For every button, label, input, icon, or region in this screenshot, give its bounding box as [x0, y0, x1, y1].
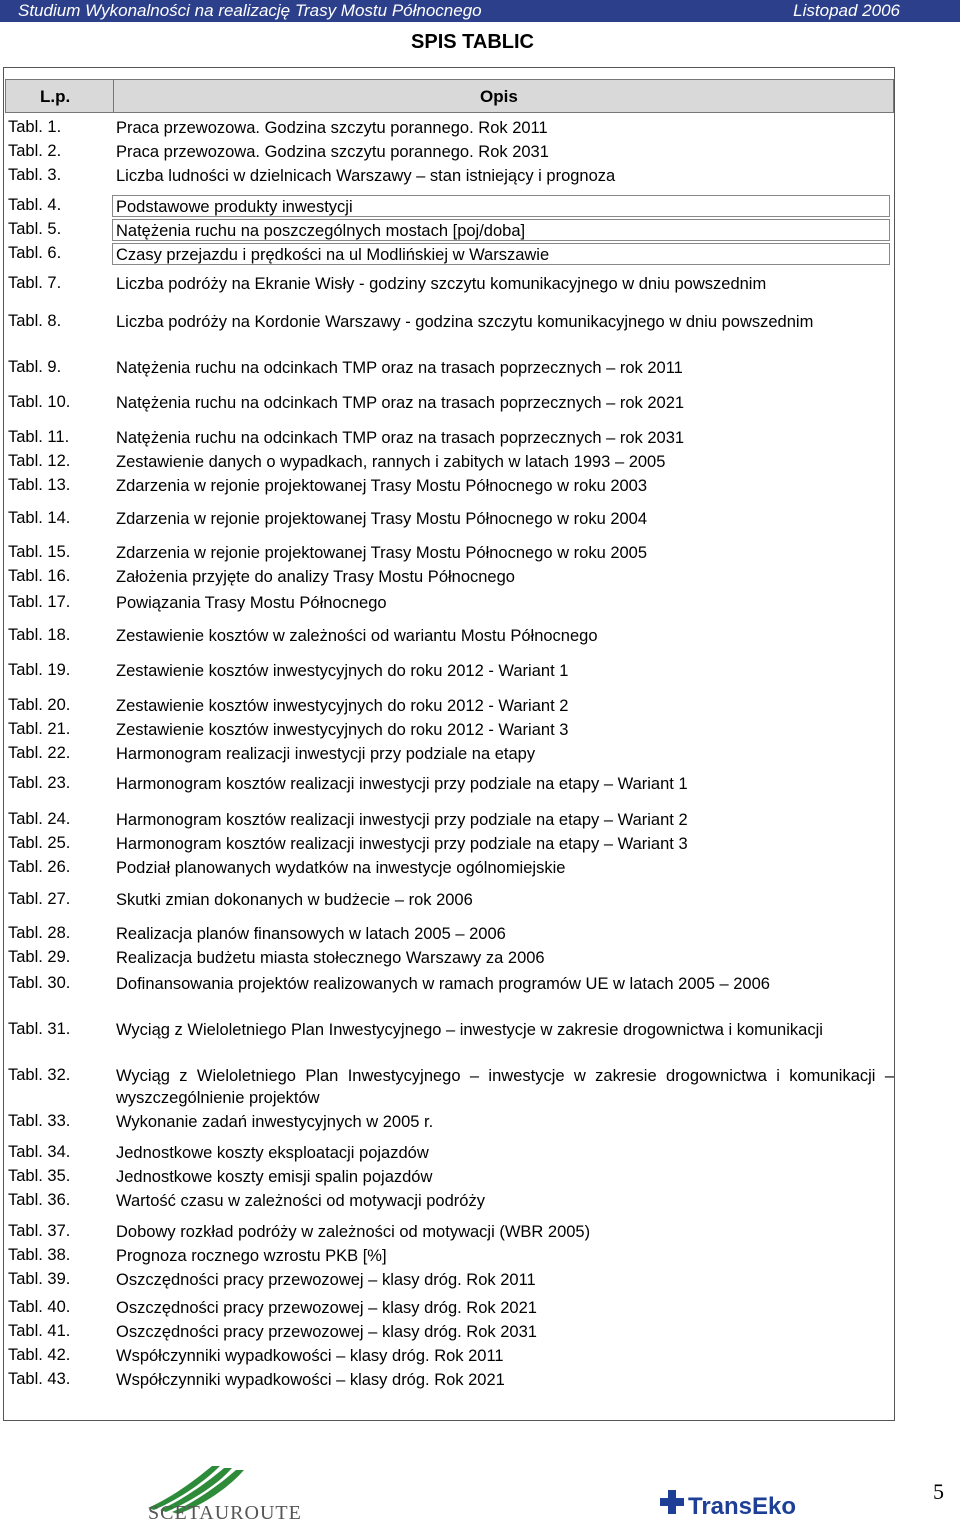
- table-description: Natężenia ruchu na odcinkach TMP oraz na trasach poprzecznych – rok 2011: [116, 359, 683, 377]
- table-description: Współczynniki wypadkowości – klasy dróg. Rok 2011: [116, 1347, 504, 1365]
- table-description: Zestawienie kosztów w zależności od wariantu Mostu Północnego: [116, 627, 598, 645]
- table-number: Tabl. 22.: [8, 744, 71, 762]
- transeko-logo: [658, 1486, 818, 1522]
- table-number: Tabl. 15.: [8, 543, 71, 561]
- table-number: Tabl. 41.: [8, 1322, 71, 1340]
- table-number: Tabl. 40.: [8, 1298, 71, 1316]
- table-number: Tabl. 9.: [8, 358, 62, 376]
- table-description: Czasy przejazdu i prędkości na ul Modlińskiej w Warszawie: [112, 243, 890, 265]
- logo-right-text: TransEko: [688, 1493, 797, 1520]
- table-number: Tabl. 31.: [8, 1020, 71, 1038]
- table-description: Założenia przyjęte do analizy Trasy Mostu Północnego: [116, 568, 515, 586]
- table-number: Tabl. 2.: [8, 142, 62, 160]
- page-header-bar: [0, 0, 960, 22]
- table-description: Zestawienie kosztów inwestycyjnych do roku 2012 - Wariant 1: [116, 662, 569, 680]
- table-number: Tabl. 37.: [8, 1222, 71, 1240]
- page-title: SPIS TABLIC: [411, 31, 534, 53]
- header-document-title: Studium Wykonalności na realizację Trasy Mostu Północnego: [18, 1, 482, 20]
- table-number: Tabl. 27.: [8, 890, 71, 908]
- table-number: Tabl. 42.: [8, 1346, 71, 1364]
- table-description: Praca przewozowa. Godzina szczytu porannego. Rok 2031: [116, 143, 549, 161]
- scetauroute-logo: [140, 1462, 350, 1522]
- table-number: Tabl. 3.: [8, 166, 62, 184]
- table-description: Skutki zmian dokonanych w budżecie – rok 2006: [116, 891, 473, 909]
- table-description: Wartość czasu w zależności od motywacji podróży: [116, 1192, 485, 1210]
- table-description: Oszczędności pracy przewozowej – klasy dróg. Rok 2011: [116, 1271, 536, 1289]
- table-description: Podział planowanych wydatków na inwestycje ogólnomiejskie: [116, 859, 566, 877]
- table-number: Tabl. 43.: [8, 1370, 71, 1388]
- logo-left-text: SCETAUROUTE: [148, 1502, 302, 1522]
- table-description: Wyciąg z Wieloletniego Plan Inwestycyjnego – inwestycje w zakresie drogownictwa i komunikacji: [116, 1021, 823, 1039]
- table-description: Prognoza rocznego wzrostu PKB [%]: [116, 1247, 387, 1265]
- table-number: Tabl. 28.: [8, 924, 71, 942]
- table-number: Tabl. 6.: [8, 244, 62, 262]
- table-number: Tabl. 29.: [8, 948, 71, 966]
- table-description: Zestawienie kosztów inwestycyjnych do roku 2012 - Wariant 3: [116, 721, 569, 739]
- table-description: Liczba podróży na Kordonie Warszawy - godzina szczytu komunikacyjnego w dniu powszednim: [116, 313, 814, 331]
- table-description: Wykonanie zadań inwestycyjnych w 2005 r.: [116, 1113, 434, 1131]
- table-number: Tabl. 18.: [8, 626, 71, 644]
- column-separator: [113, 80, 114, 112]
- table-number: Tabl. 10.: [8, 393, 71, 411]
- table-number: Tabl. 24.: [8, 810, 71, 828]
- table-number: Tabl. 8.: [8, 312, 62, 330]
- table-description: Natężenia ruchu na poszczególnych mostach [poj/doba]: [112, 219, 890, 241]
- table-description: Natężenia ruchu na odcinkach TMP oraz na trasach poprzecznych – rok 2031: [116, 429, 685, 447]
- table-number: Tabl. 14.: [8, 509, 71, 527]
- table-description: Harmonogram kosztów realizacji inwestycji przy podziale na etapy – Wariant 1: [116, 775, 688, 793]
- table-number: Tabl. 38.: [8, 1246, 71, 1264]
- table-description: Jednostkowe koszty emisji spalin pojazdów: [116, 1168, 433, 1186]
- page-number: 5: [933, 1479, 944, 1504]
- table-number: Tabl. 16.: [8, 567, 71, 585]
- table-description: Powiązania Trasy Mostu Północnego: [116, 594, 387, 612]
- table-number: Tabl. 32.: [8, 1066, 71, 1084]
- table-number: Tabl. 17.: [8, 593, 71, 611]
- table-description: Wyciąg z Wieloletniego Plan Inwestycyjnego – inwestycje w zakresie drogownictwa i komunikacji – wyszczególnienie projektów: [116, 1067, 894, 1107]
- table-description: Oszczędności pracy przewozowej – klasy dróg. Rok 2031: [116, 1323, 537, 1341]
- table-number: Tabl. 39.: [8, 1270, 71, 1288]
- table-number: Tabl. 5.: [8, 220, 62, 238]
- table-number: Tabl. 4.: [8, 196, 62, 214]
- table-description: Harmonogram realizacji inwestycji przy podziale na etapy: [116, 745, 536, 763]
- column-header-lp: L.p.: [40, 87, 71, 106]
- table-description: Zdarzenia w rejonie projektowanej Trasy Mostu Północnego w roku 2003: [116, 477, 648, 495]
- table-description: Zdarzenia w rejonie projektowanej Trasy Mostu Północnego w roku 2005: [116, 544, 648, 562]
- table-description: Oszczędności pracy przewozowej – klasy dróg. Rok 2021: [116, 1299, 537, 1317]
- table-number: Tabl. 30.: [8, 974, 71, 992]
- table-description: Liczba podróży na Ekranie Wisły - godziny szczytu komunikacyjnego w dniu powszednim: [116, 275, 767, 293]
- column-header-opis: Opis: [480, 87, 518, 106]
- table-description: Liczba ludności w dzielnicach Warszawy – stan istniejący i prognoza: [116, 167, 616, 185]
- table-number: Tabl. 7.: [8, 274, 62, 292]
- table-description: Zestawienie danych o wypadkach, rannych i zabitych w latach 1993 – 2005: [116, 453, 666, 471]
- table-description: Harmonogram kosztów realizacji inwestycji przy podziale na etapy – Wariant 3: [116, 835, 688, 853]
- table-number: Tabl. 21.: [8, 720, 71, 738]
- table-description: Harmonogram kosztów realizacji inwestycji przy podziale na etapy – Wariant 2: [116, 811, 688, 829]
- table-description: Dofinansowania projektów realizowanych w ramach programów UE w latach 2005 – 2006: [116, 975, 770, 993]
- table-number: Tabl. 11.: [8, 428, 70, 446]
- table-number: Tabl. 19.: [8, 661, 71, 679]
- table-description: Realizacja budżetu miasta stołecznego Warszawy za 2006: [116, 949, 545, 967]
- table-number: Tabl. 13.: [8, 476, 71, 494]
- table-description: Natężenia ruchu na odcinkach TMP oraz na trasach poprzecznych – rok 2021: [116, 394, 685, 412]
- table-number: Tabl. 36.: [8, 1191, 71, 1209]
- table-description: Dobowy rozkład podróży w zależności od motywacji (WBR 2005): [116, 1223, 591, 1241]
- table-number: Tabl. 1.: [8, 118, 62, 136]
- table-description: Podstawowe produkty inwestycji: [112, 195, 890, 217]
- table-number: Tabl. 20.: [8, 696, 71, 714]
- table-number: Tabl. 34.: [8, 1143, 71, 1161]
- table-description: Współczynniki wypadkowości – klasy dróg. Rok 2021: [116, 1371, 505, 1389]
- table-description: Praca przewozowa. Godzina szczytu porannego. Rok 2011: [116, 119, 548, 137]
- table-number: Tabl. 25.: [8, 834, 71, 852]
- table-description: Zestawienie kosztów inwestycyjnych do roku 2012 - Wariant 2: [116, 697, 569, 715]
- table-number: Tabl. 23.: [8, 774, 71, 792]
- table-header: [5, 79, 894, 113]
- table-description: Realizacja planów finansowych w latach 2005 – 2006: [116, 925, 506, 943]
- table-number: Tabl. 26.: [8, 858, 71, 876]
- header-date: Listopad 2006: [793, 1, 900, 20]
- table-number: Tabl. 35.: [8, 1167, 71, 1185]
- table-number: Tabl. 12.: [8, 452, 71, 470]
- table-description: Zdarzenia w rejonie projektowanej Trasy Mostu Północnego w roku 2004: [116, 510, 648, 528]
- table-number: Tabl. 33.: [8, 1112, 71, 1130]
- table-description: Jednostkowe koszty eksploatacji pojazdów: [116, 1144, 429, 1162]
